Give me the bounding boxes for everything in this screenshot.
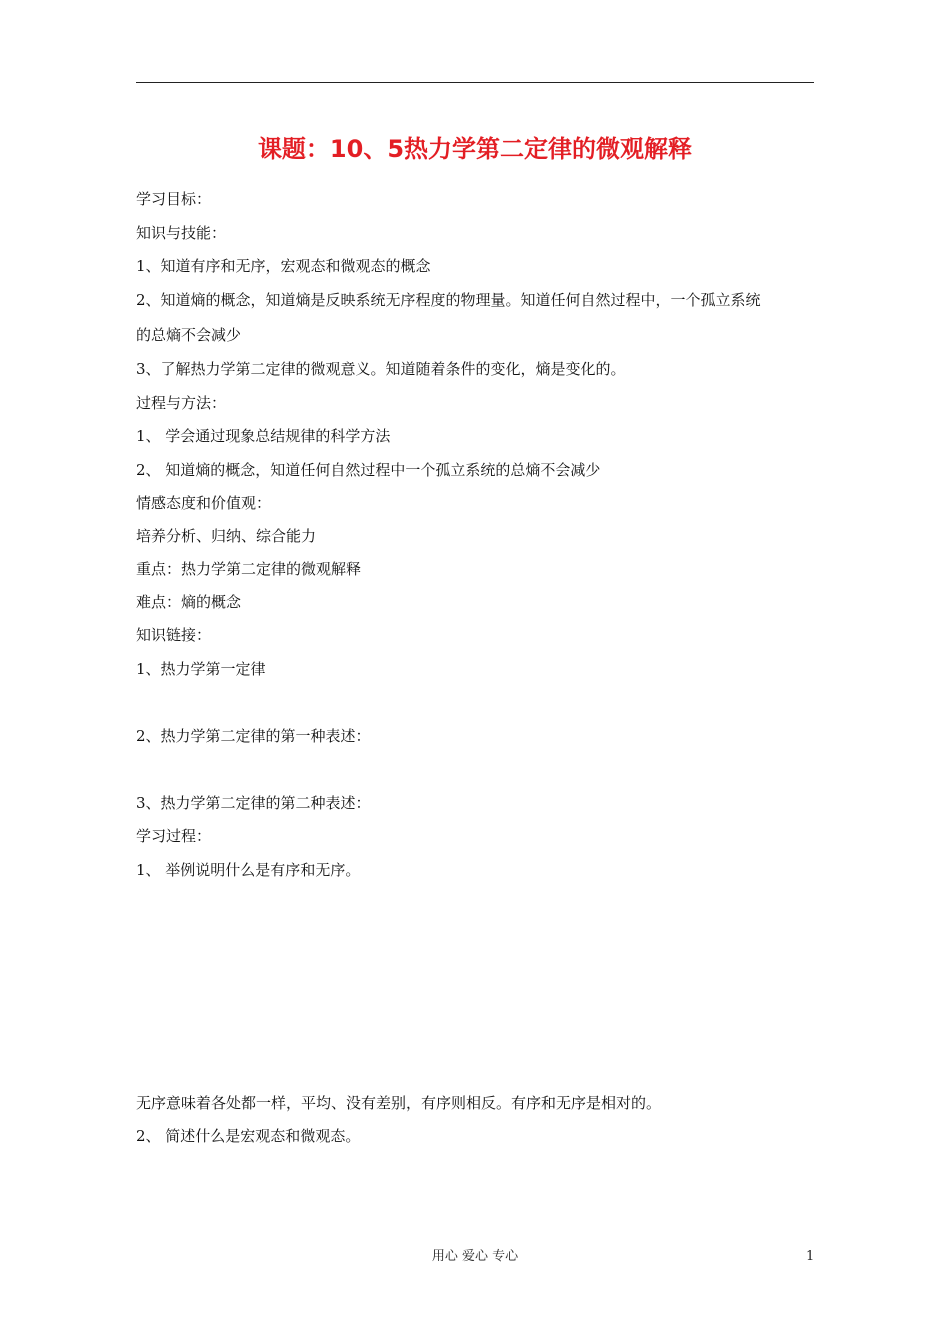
goal-item-3: 3、了解热力学第二定律的微观意义。知道随着条件的变化，熵是变化的。 [136,360,626,378]
heading-attitude-values: 情感态度和价值观： [136,494,272,512]
link-item-3: 3、热力学第二定律的第二种表述： [136,794,371,812]
goal-item-2-cont: 的总熵不会减少 [136,326,242,344]
heading-learning-goals: 学习目标： [136,190,212,208]
heading-process-method: 过程与方法： [136,394,227,412]
heading-knowledge-links: 知识链接： [136,626,212,644]
document-title: 课题：10、5热力学第二定律的微观解释 [257,135,693,163]
method-item-1: 1、 学会通过现象总结规律的科学方法 [136,427,391,445]
goal-item-1: 1、知道有序和无序，宏观态和微观态的概念 [136,257,431,275]
process-question-2: 2、 简述什么是宏观态和微观态。 [136,1127,361,1145]
link-item-2: 2、热力学第二定律的第一种表述： [136,727,371,745]
page-number: 1 [806,1249,815,1264]
goal-item-2: 2、知道熵的概念，知道熵是反映系统无序程度的物理量。知道任何自然过程中，一个孤立系统 [136,291,761,309]
process-answer-1: 无序意味着各处都一样，平均、没有差别，有序则相反。有序和无序是相对的。 [136,1094,662,1112]
method-item-2: 2、 知道熵的概念，知道任何自然过程中一个孤立系统的总熵不会减少 [136,461,601,479]
heading-learning-process: 学习过程： [136,827,212,845]
process-question-1: 1、 举例说明什么是有序和无序。 [136,861,361,879]
key-point: 重点：热力学第二定律的微观解释 [136,560,362,578]
page-footer: 用心 爱心 专心 [431,1249,519,1264]
heading-knowledge-skills: 知识与技能： [136,224,227,242]
attitude-text: 培养分析、归纳、综合能力 [136,527,317,545]
header-rule [136,82,814,83]
link-item-1: 1、热力学第一定律 [136,660,266,678]
difficult-point: 难点：熵的概念 [136,593,242,611]
